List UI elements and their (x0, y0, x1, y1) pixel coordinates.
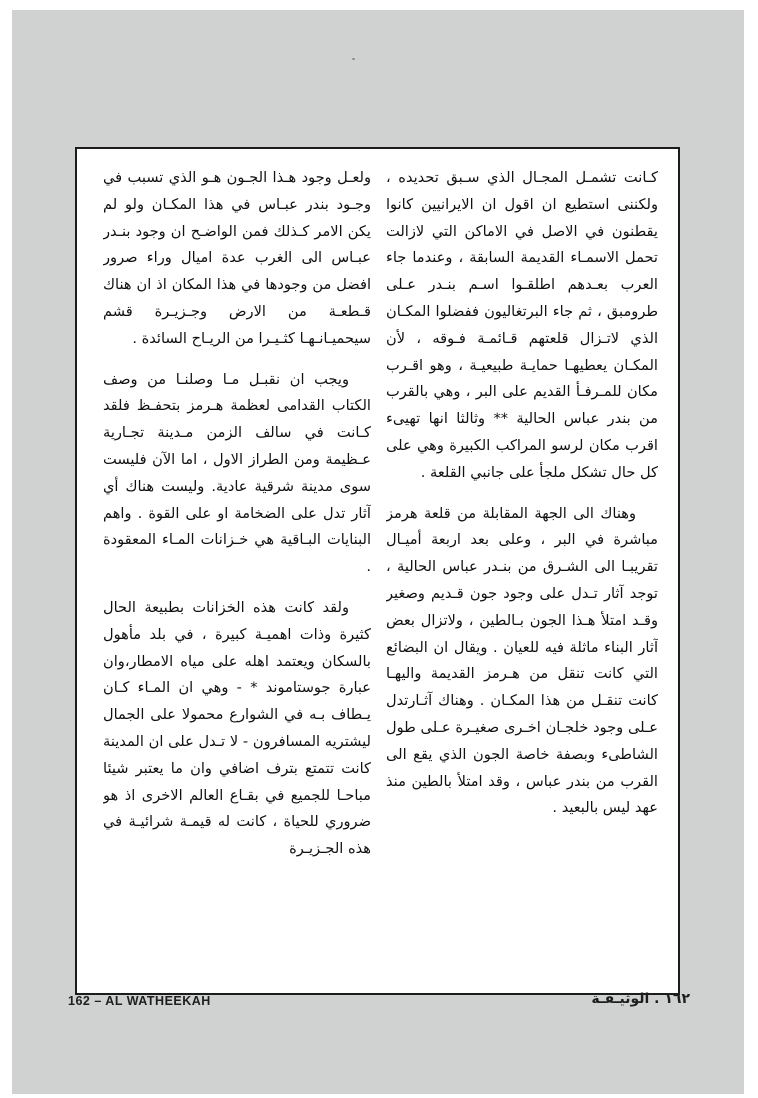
paragraph: وهناك الى الجهة المقابلة من قلعة هرمز مباشرة في البر ، وعلى بعد اربعة أميـال تقريبـا الى الشـرق من بنـدر عباس الحالية ، توجد آثار تـدل على وجود جون قـديم وصغير وقـد امتلأ هـذا الجون بـالطين ، ولاتزال بعض آثار البناء ماثلة فيه للعيان . ويقال ان البضائع التي كانت تنقل من هـرمز القديمة واليهـا كانت تنقـل من هذا المكـان . وهناك آثـارتدل عـلى وجود خلجـان اخـرى صغيـرة عـلى طول الشاطىء وبصفة خاصة الجون الذي يقع الى القرب من بندر عباس ، وقد امتلأ بالطين منذ عهد ليس بالبعيد . (386, 504, 658, 817)
paragraph: ويجب ان نقبـل مـا وصلنـا من وصف الكتاب القدامى لعظمة هـرمز بتحفـظ فلقد كـانت في سالف الزمن مـدينة تجـارية عـظيمة ومن الطراز الاول ، اما الآن فليست سوى مدينة شرقية عادية. وليست هناك أي آثار تدل على الضخامة او على القوة . واهم البنايات البـاقية هي خـزانات المـاء المعقودة . (103, 370, 371, 576)
footer-page-label-latin: 162 – AL WATHEEKAH (68, 994, 211, 1008)
page-background (12, 10, 744, 1094)
footer-page-label-arabic: ١٦٢ . الوثيـقـة (591, 991, 690, 1007)
right-column (386, 165, 658, 979)
page-footer (68, 991, 690, 1016)
left-column (103, 165, 371, 979)
paragraph: ولعـل وجود هـذا الجـون هـو الذي تسبب في وجـود بندر عبـاس في هذا المكـان ولو لم يكن الامر كـذلك فمن الواضـح ان وجود بنـدر عبـاس الى الغرب عدة اميال وراء صرور افضل من وجودها في هذا المكان اذ ان هناك قـطعـة من الارض وجـزيـرة قشم سيحميـانـهـا كثـيـرا من الريـاح السائدة . (103, 169, 371, 347)
article-frame (75, 147, 680, 995)
paragraph: كـانت تشمـل المجـال الذي سـبق تحديده ، ولكننى استطيع ان اقول ان الايرانيين كانوا يقطنون في الاصل في الاماكن التي لازالت تحمل الاسمـاء القديمة السابقة ، وعندما جاء العرب بعـدهم اطلقـوا اسـم بنـدر عـلى طرومبق ، ثم جاء البرتغاليون ففضلوا المكـان الذي لاتـزال قلعتهم قـائمـة فـوقه ، لأن المكـان يعطيهـا حمايـة طبيعيـة ، وهو اقـرب مكان للمـرفـأ القديم على البر ، وهي بالقرب من بندر عباس الحالية ** وثالثا انها تهيىء اقرب مكان لرسو المراكب الكبيرة وهي على كل حال تشكل ملجأ على جانبي القلعة . (386, 169, 658, 481)
scan-speck (352, 58, 355, 60)
paragraph: ولقد كانت هذه الخزانات بطبيعة الحال كثيرة وذات اهميـة كبيرة ، في بلد مأهول بالسكان ويعتمد اهله على مياه الامطار،وان عبارة جوستاموند * - وهي ان المـاء كـان يـطاف بـه في الشوارع محمولا على الجمال ليشتريه المسافرون - لا تـدل على ان المدينة كانت تتمتع بترف اضافي وان ما يعتبر شيئا مباحـا للجميع في بقـاع العالم الاخرى اذ هو ضروري للحياة ، كانت له قيمـة شرائيـة في هذه الجـزيـرة (103, 598, 371, 858)
